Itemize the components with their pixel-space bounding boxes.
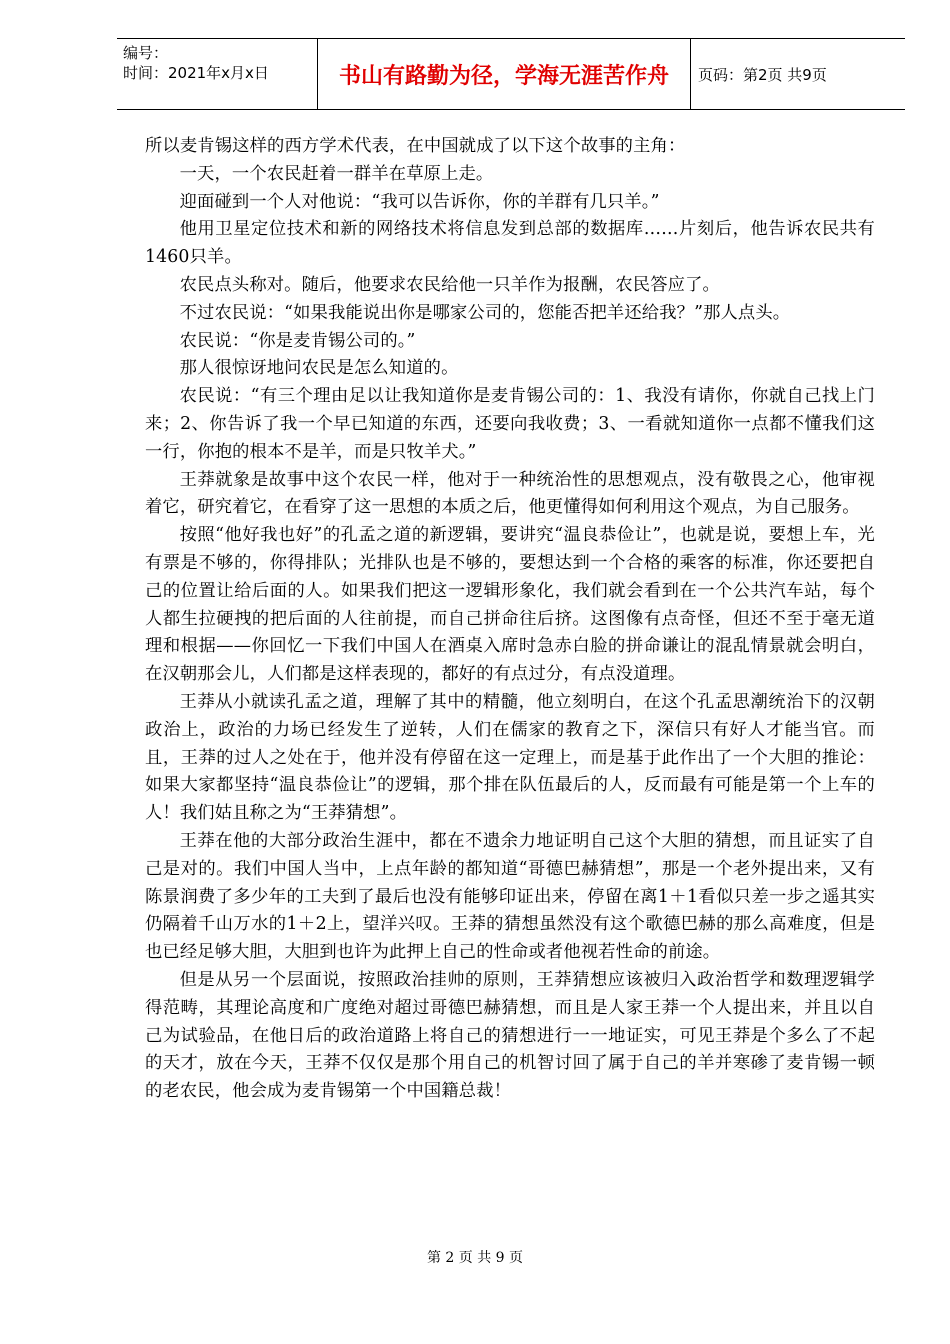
document-body xyxy=(145,133,875,1106)
paragraph: 他用卫星定位技术和新的网络技术将信息发到总部的数据库……片刻后，他告诉农民共有1460只羊。 xyxy=(145,219,875,268)
paragraph: 不过农民说：“如果我能说出你是哪家公司的，您能否把羊还给我？”那人点头。 xyxy=(179,302,791,323)
paragraph: 王莽在他的大部分政治生涯中，都在不遗余力地证明自己这个大胆的猜想，而且证实了自己是对的。我们中国人当中，上点年龄的都知道“哥德巴赫猜想”，那是一个老外提出来，又有陈景润费了多少年的工夫到了最后也没有能够印证出来，停留在离1＋1看似只差一步之遥其实仍隔着千山万水的1＋2上，望洋兴叹。王莽的猜想虽然没有这个歌德巴赫的那么高难度，但是也已经足够大胆，大胆到也许为此押上自己的性命或者他视若性命的前途。 xyxy=(145,830,875,963)
paragraph: 一天，一个农民赶着一群羊在草原上走。 xyxy=(179,163,494,184)
paragraph: 农民说：“有三个理由足以让我知道你是麦肯锡公司的：1、我没有请你，你就自己找上门来；2、你告诉了我一个早已知道的东西，还要向我收费；3、一看就知道你一点都不懂我们这一行，你抱的根本不是羊，而是只牧羊犬。” xyxy=(145,386,875,462)
page-footer: 第 2 页 共 9 页 xyxy=(426,1250,524,1266)
header-page-info: 页码：第2页 共9页 xyxy=(698,65,827,84)
paragraph: 王莽从小就读孔孟之道，理解了其中的精髓，他立刻明白，在这个孔孟思潮统治下的汉朝政治上，政治的力场已经发生了逆转，人们在儒家的教育之下，深信只有好人才能当官。而且，王莽的过人之处在于，他并没有停留在这一定理上，而是基于此作出了一个大胆的推论：如果大家都坚持“温良恭俭让”的逻辑，那个排在队伍最后的人，反而最有可能是第一个上车的人！我们姑且称之为“王莽猜想”。 xyxy=(145,691,875,824)
paragraph: 农民说：“你是麦肯锡公司的。” xyxy=(179,330,416,351)
time-label: 时间：2021年x月x日 xyxy=(123,64,269,82)
paragraph: 农民点头称对。随后，他要求农民给他一只羊作为报酬，农民答应了。 xyxy=(179,274,720,295)
page-header xyxy=(117,38,905,110)
paragraph: 迎面碰到一个人对他说：“我可以告诉你，你的羊群有几只羊。” xyxy=(179,191,660,212)
paragraph: 按照“他好我也好”的孔孟之道的新逻辑，要讲究“温良恭俭让”，也就是说，要想上车，光有票是不够的，你得排队；光排队也是不够的，要想达到一个合格的乘客的标准，你还要把自己的位置让给后面的人。如果我们把这一逻辑形象化，我们就会看到在一个公共汽车站，每个人都生拉硬拽的把后面的人往前提，而自己拼命往后挤。这图像有点奇怪，但还不至于毫无道理和根据——你回忆一下我们中国人在酒桌入席时急赤白脸的拼命谦让的混乱情景就会明白，在汉朝那会儿，人们都是这样表现的，都好的有点过分，有点没道理。 xyxy=(145,525,875,685)
paragraph: 所以麦肯锡这样的西方学术代表，在中国就成了以下这个故事的主角： xyxy=(145,136,686,156)
paragraph: 王莽就象是故事中这个农民一样，他对于一种统治性的思想观点，没有敬畏之心，他审视着它，研究着它，在看穿了这一思想的本质之后，他更懂得如何利用这个观点，为自己服务。 xyxy=(145,469,875,518)
header-meta xyxy=(117,39,317,109)
paragraph: 那人很惊讶地问农民是怎么知道的。 xyxy=(179,358,459,379)
paragraph: 但是从另一个层面说，按照政治挂帅的原则，王莽猜想应该被归入政治哲学和数理逻辑学得范畴，其理论高度和广度绝对超过哥德巴赫猜想，而且是人家王莽一个人提出来，并且以自己为试验品，在他日后的政治道路上将自己的猜想进行一一地证实，可见王莽是个多么了不起的天才，放在今天，王莽不仅仅是那个用自己的机智讨回了属于自己的羊并寒碜了麦肯锡一顿的老农民，他会成为麦肯锡第一个中国籍总裁！ xyxy=(145,969,875,1102)
header-motto: 书山有路勤为径，学海无涯苦作舟 xyxy=(317,39,691,109)
number-label: 编号： xyxy=(123,44,169,62)
